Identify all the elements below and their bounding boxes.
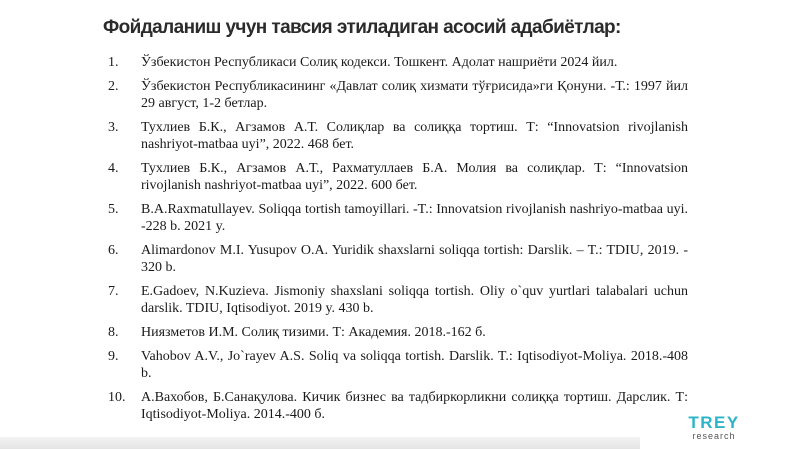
reference-item (108, 78, 688, 112)
logo-subtitle: research (692, 431, 736, 441)
reference-number: 10. (108, 390, 126, 405)
reference-number: 6. (108, 243, 119, 258)
reference-text: Тухлиев Б.К., Агзамов А.Т. Солиқлар ва солиққа тортиш. Т: “Innovatsion rivojlanish nashriyot-matbaa uyi”, 2022. 468 бет. (141, 120, 688, 152)
reference-item (108, 324, 688, 341)
reference-text: Ниязметов И.М. Солиқ тизими. Т: Академия. 2018.-162 б. (141, 325, 486, 340)
reference-item (108, 201, 688, 235)
footer-divider (0, 437, 640, 449)
reference-number: 7. (108, 284, 119, 299)
reference-list (108, 54, 688, 423)
reference-text: Тухлиев Б.К., Агзамов А.Т., Рахматуллаев Б.А. Молия ва солиқлар. Т: “Innovatsion rivojlanish nashriyot-matbaa uyi”, 2022. 600 бет. (141, 161, 688, 193)
reference-number: 3. (108, 120, 119, 135)
reference-text: Ўзбекистон Республикасининг «Давлат солиқ хизмати тўғрисида»ги Қонуни. -Т.: 1997 йил 29 август, 1-2 бетлар. (141, 79, 688, 111)
reference-text: E.Gadoev, N.Kuzieva. Jismoniy shaxslani soliqqa tortish. Oliy o`quv yurtlari talabalari uchun darslik. TDIU, Iqtisodiyot. 2019 y. 430 b. (141, 284, 688, 316)
reference-item (108, 119, 688, 153)
reference-text: B.A.Raxmatullayev. Soliqqa tortish tamoyillari. -T.: Innovatsion rivojlanish nashriyo-matbaa uyi. -228 b. 2021 y. (141, 202, 688, 234)
reference-item (108, 242, 688, 276)
reference-text: А.Вахобов, Б.Санақулова. Кичик бизнес ва тадбиркорликни солиққа тортиш. Дарслик. Т: Iqtisodiyot-Moliya. 2014.-400 б. (141, 390, 688, 422)
reference-number: 8. (108, 325, 119, 340)
reference-number: 1. (108, 55, 119, 70)
reference-text: Ўзбекистон Республикаси Солиқ кодекси. Тошкент. Адолат нашриёти 2024 йил. (141, 55, 618, 70)
reference-number: 9. (108, 349, 119, 364)
reference-text: Vahobov A.V., Jo`rayev A.S. Soliq va soliqqa tortish. Darslik. T.: Iqtisodiyot-Moliya. 2018.-408 b. (141, 349, 688, 381)
reference-item (108, 160, 688, 194)
reference-text: Alimardonov M.I. Yusupov O.A. Yuridik shaxslarni soliqqa tortish: Darslik. – T.: TDIU, 2019. - 320 b. (141, 243, 688, 275)
reference-item (108, 348, 688, 382)
brand-logo (684, 414, 744, 442)
reference-item (108, 389, 688, 423)
reference-number: 5. (108, 202, 119, 217)
reference-item (108, 283, 688, 317)
reference-item (108, 54, 688, 71)
reference-number: 2. (108, 79, 119, 94)
page-title: Фойдаланиш учун тавсия этиладиган асосий адабиётлар: (103, 17, 621, 38)
logo-wordmark: TREY (688, 413, 740, 432)
reference-number: 4. (108, 161, 119, 176)
